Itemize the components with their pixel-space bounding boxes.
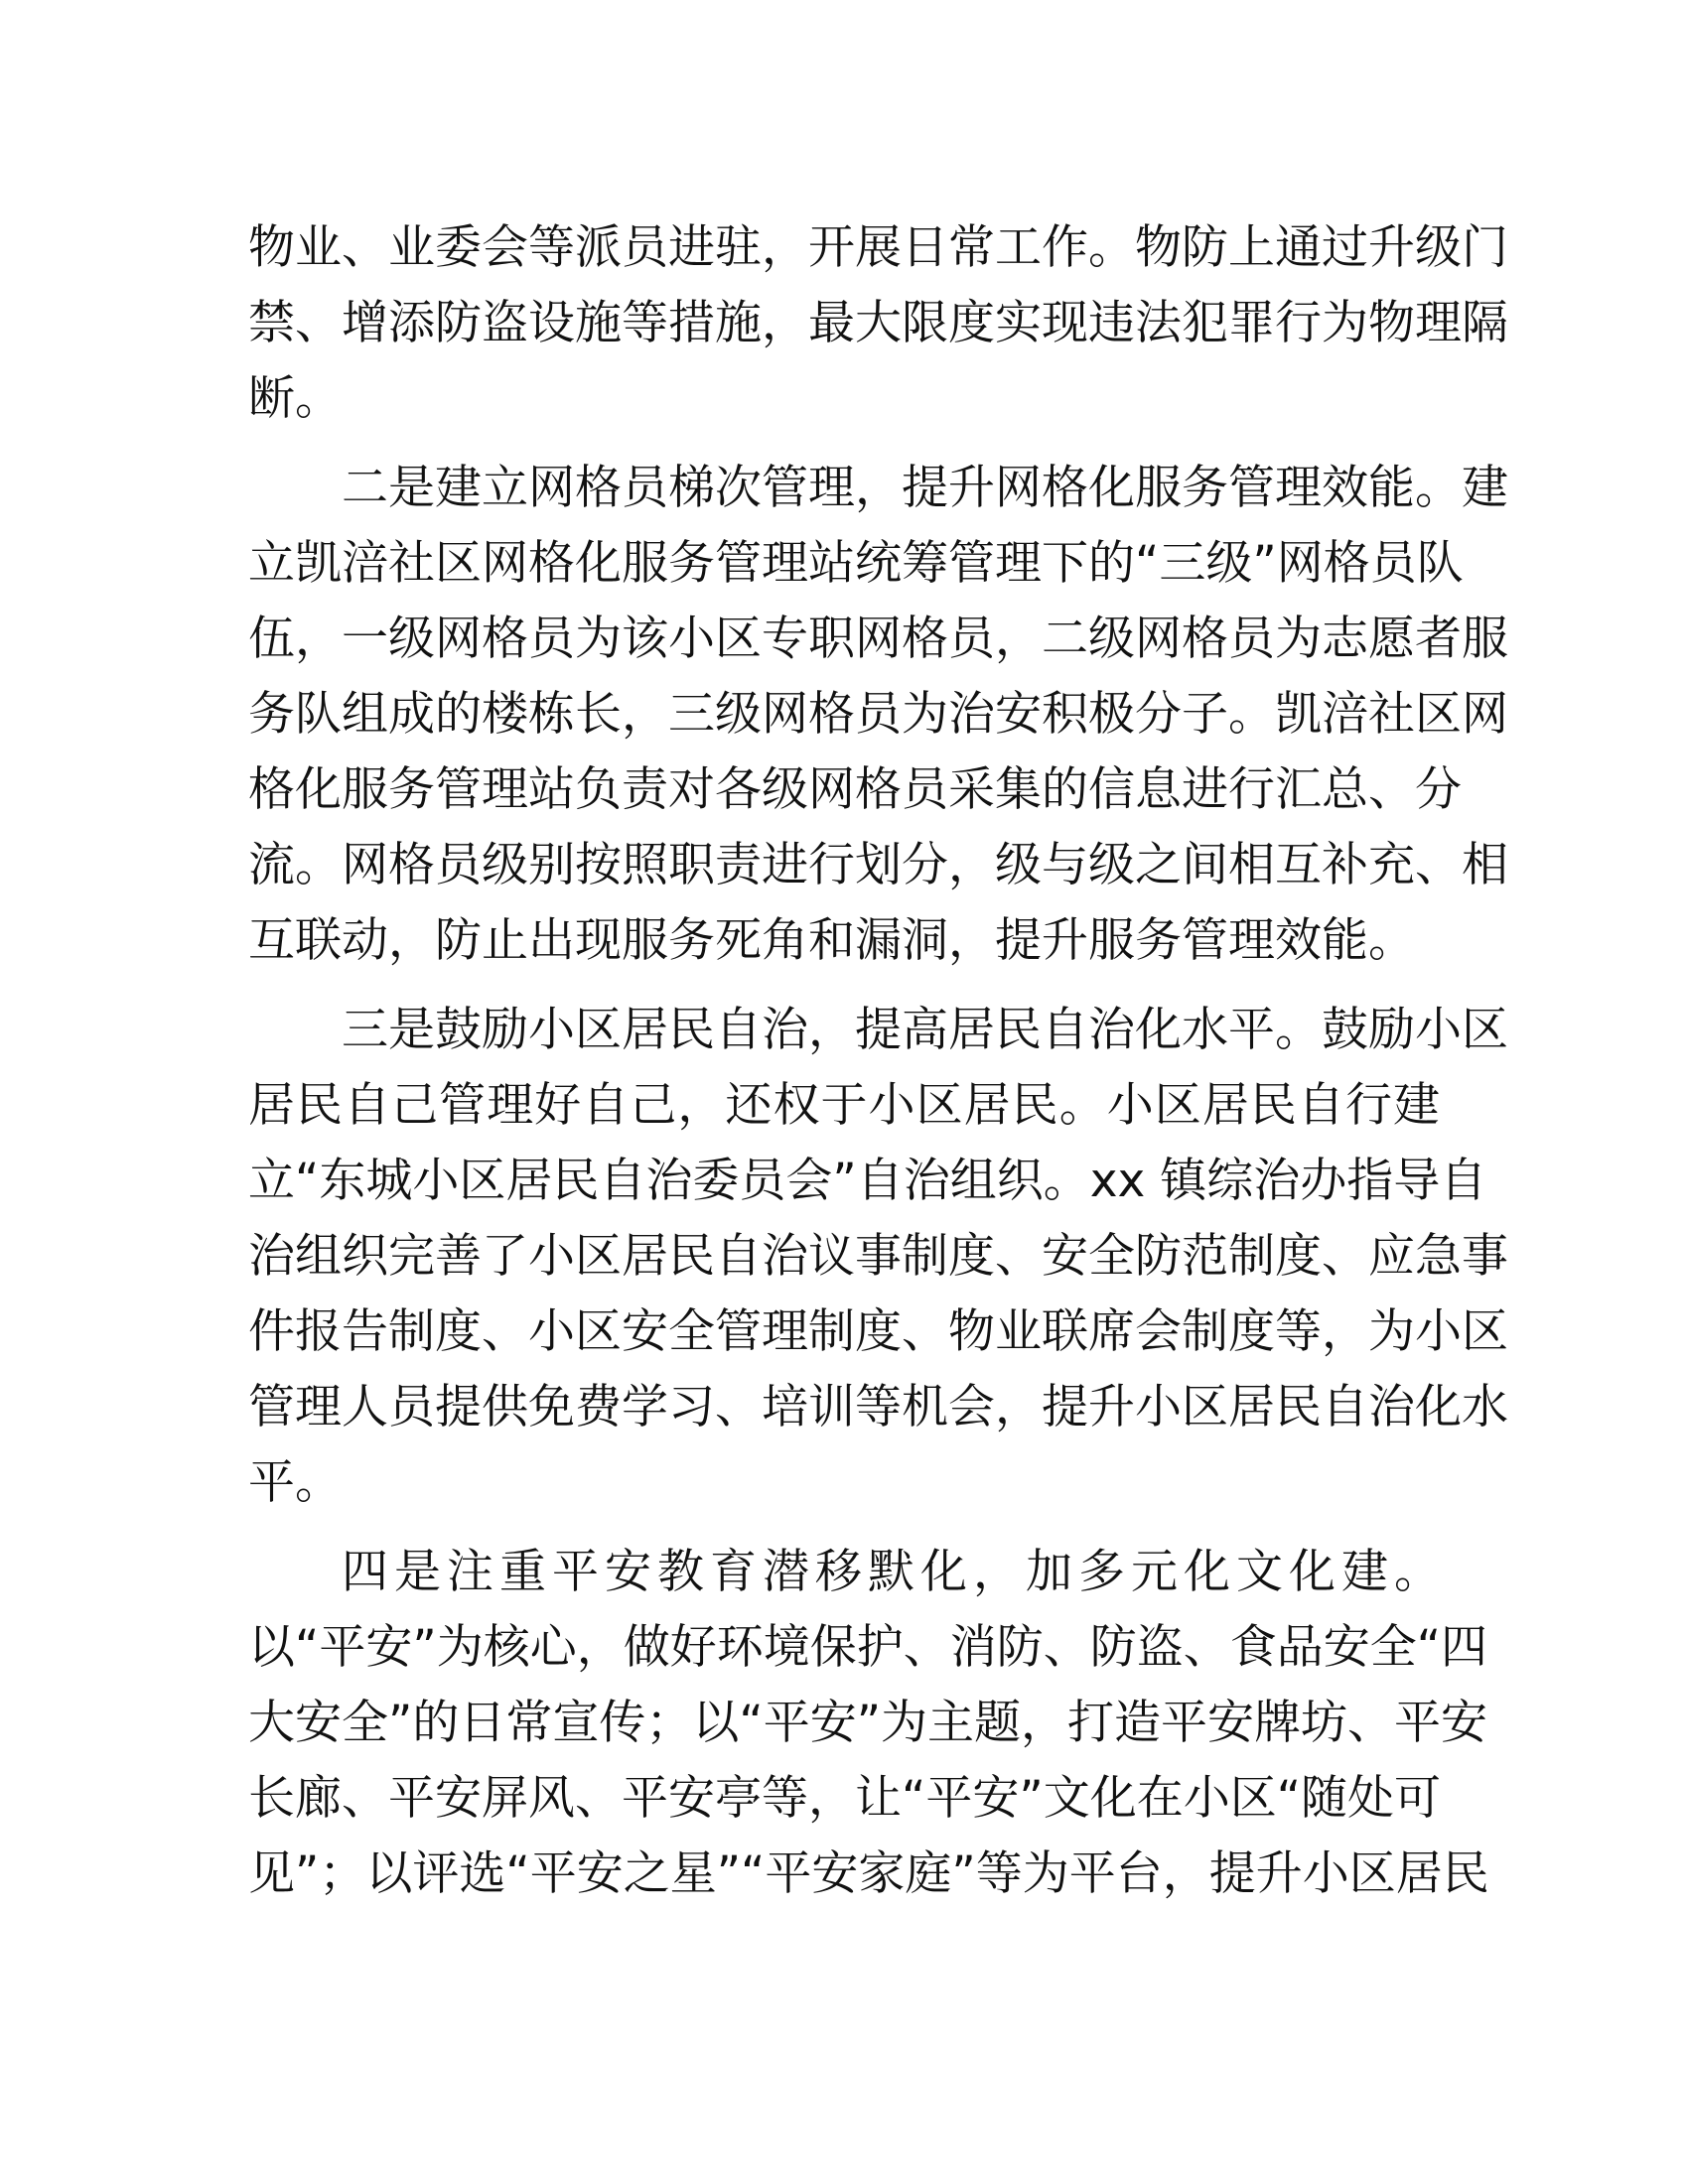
text-line: 伍，一级网格员为该小区专职网格员，二级网格员为志愿者服	[248, 612, 1508, 666]
paragraph-1	[248, 210, 1508, 437]
text-line: 立凯涪社区网格化服务管理站统筹管理下的“三级”网格员队	[248, 536, 1464, 591]
text-line: 格化服务管理站负责对各级网格员采集的信息进行汇总、分	[248, 762, 1462, 817]
text-line: 物业、业委会等派员进驻，开展日常工作。物防上通过升级门	[248, 220, 1508, 275]
text-line: 平。	[248, 1455, 342, 1510]
paragraph-3	[248, 993, 1508, 1521]
text-line: 见”；以评选“平安之星”“平安家庭”等为平台，提升小区居民	[248, 1846, 1489, 1901]
text-line: 务队组成的楼栋长，三级网格员为治安积极分子。凯涪社区网	[248, 687, 1508, 742]
paragraph-gap	[248, 1521, 1440, 1535]
paragraph-gap	[248, 437, 1440, 451]
text-line: 二是建立网格员梯次管理，提升网格化服务管理效能。建	[342, 461, 1508, 515]
text-line: 居民自己管理好自己，还权于小区居民。小区居民自行建	[248, 1078, 1440, 1133]
text-line: 互联动，防止出现服务死角和漏洞，提升服务管理效能。	[248, 913, 1415, 968]
text-line: 长廊、平安屏风、平安亭等，让“平安”文化在小区“随处可	[248, 1771, 1442, 1826]
paragraph-gap	[248, 979, 1440, 993]
text-line: 三是鼓励小区居民自治，提高居民自治化水平。鼓励小区	[342, 1003, 1508, 1057]
text-line: 四是注重平安教育潜移默化，加多元化文化建。	[342, 1545, 1447, 1599]
text-line: 大安全”的日常宣传；以“平安”为主题，打造平安牌坊、平安	[248, 1696, 1488, 1750]
body-text	[248, 210, 1508, 1912]
paragraph-2	[248, 451, 1508, 979]
text-line: 立“东城小区居民自治委员会”自治组织。xx 镇综治办指导自	[248, 1154, 1487, 1208]
text-line: 以“平安”为核心，做好环境保护、消防、防盗、食品安全“四	[248, 1620, 1488, 1675]
text-line: 流。网格员级别按照职责进行划分，级与级之间相互补充、相	[248, 838, 1508, 892]
text-line: 禁、增添防盗设施等措施，最大限度实现违法犯罪行为物理隔	[248, 296, 1508, 350]
text-line: 治组织完善了小区居民自治议事制度、安全防范制度、应急事	[248, 1229, 1508, 1284]
paragraph-4	[248, 1535, 1489, 1912]
text-line: 断。	[248, 371, 342, 426]
text-line: 管理人员提供免费学习、培训等机会，提升小区居民自治化水	[248, 1380, 1508, 1434]
text-line: 件报告制度、小区安全管理制度、物业联席会制度等，为小区	[248, 1304, 1508, 1359]
